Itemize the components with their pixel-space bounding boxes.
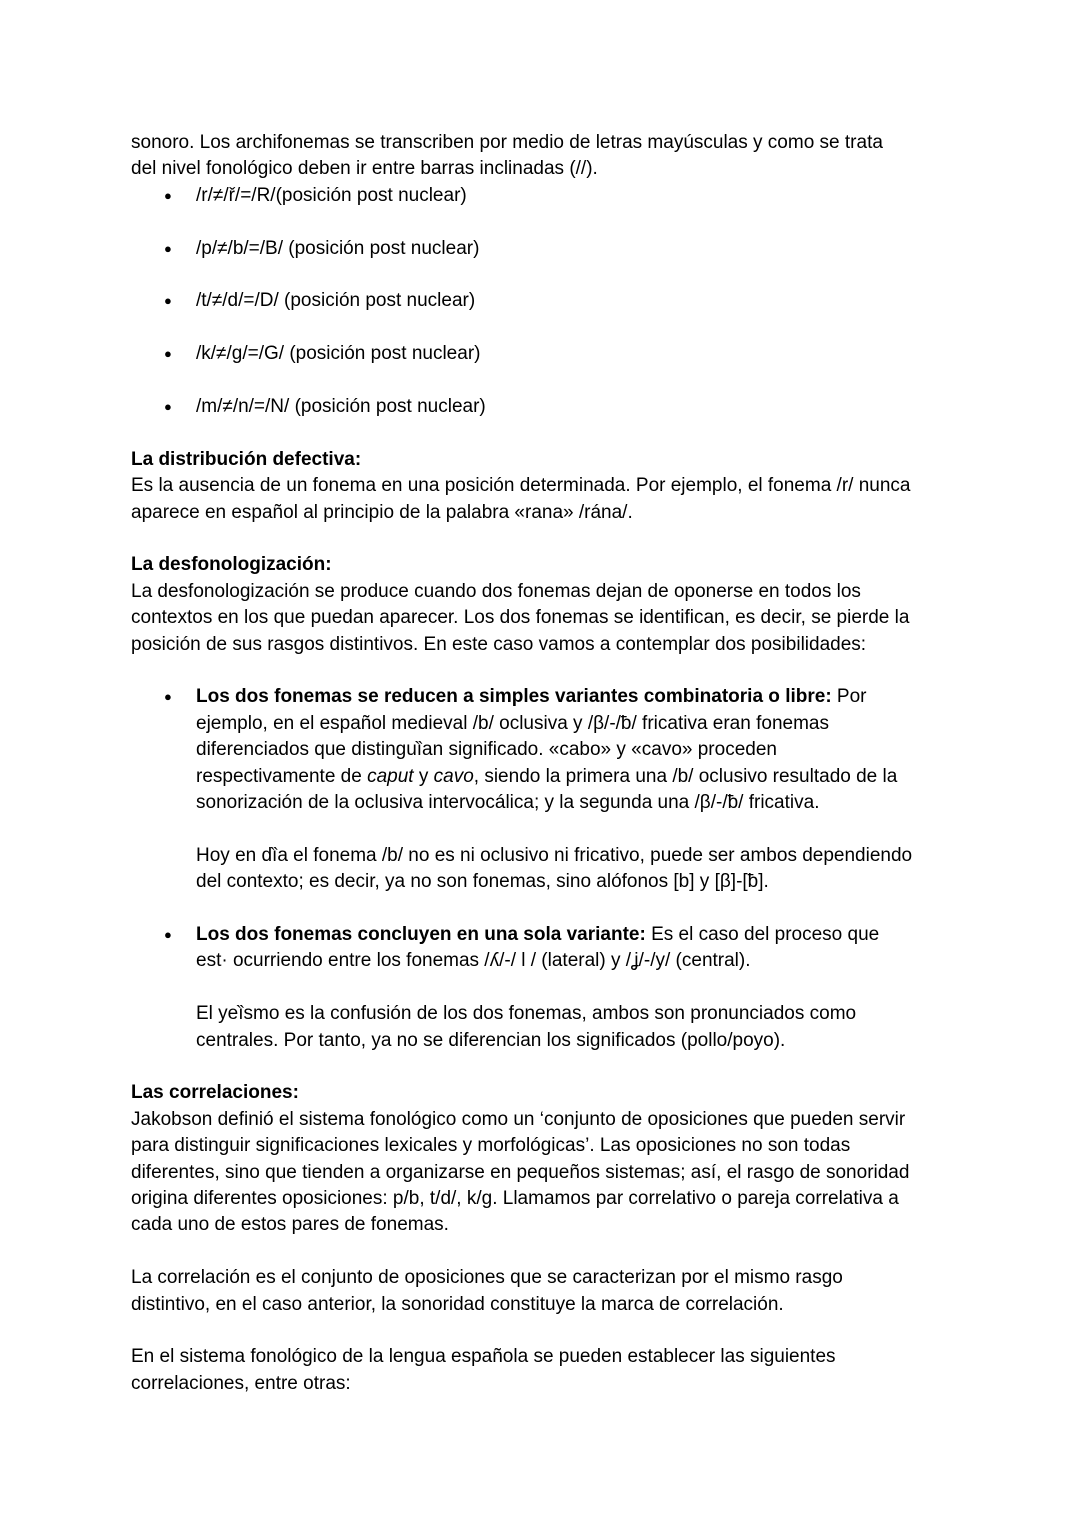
- intro-line: del nivel fonológico deben ir entre barras inclinadas (//).: [131, 158, 598, 180]
- desfono-list: [131, 684, 961, 1054]
- list-item: ● Los dos fonemas se reducen a simples variantes combinatoria o libre: Por ejemplo, en el español medieval /b/ oclusiva y /β/-/ƀ/ fricativa eran fonemas diferenciados que distinguȉan significado. «cabo» y «cavo» proceden respectivamente de caput y cavo, siendo la primera una /b/ oclusivo resultado de la sonorización de la oclusiva intervocálica; y la segunda una /β/-/ƀ/ fricativa. Hoy en dȉa el fonema /b/ no es ni oclusivo ni fricativo, puede ser ambos dependiendo del contexto; es decir, ya no son fonemas, sino alófonos [b] y [β]-[ƀ].: [131, 684, 961, 895]
- paragraph-line: aparece en español al principio de la palabra «rana» /rána/.: [131, 501, 633, 523]
- paragraph-line: Es la ausencia de un fonema en una posición determinada. Por ejemplo, el fonema /r/ nunca: [131, 475, 911, 497]
- spacer: [131, 420, 961, 446]
- list-item: ● /p/≠/b/=/B/ (posición post nuclear): [131, 236, 961, 262]
- document-page: [131, 130, 961, 1397]
- paragraph-line: En el sistema fonológico de la lengua española se pueden establecer las siguientes: [131, 1346, 836, 1368]
- list-item: ● /k/≠/g/=/G/ (posición post nuclear): [131, 341, 961, 367]
- paragraph-line: posición de sus rasgos distintivos. En este caso vamos a contemplar dos posibilidades:: [131, 633, 867, 655]
- archiphoneme-list: [131, 183, 961, 421]
- item-title: Los dos fonemas se reducen a simples variantes combinatoria o libre:: [196, 686, 832, 708]
- spacer: [131, 1239, 961, 1265]
- section-heading: La desfonologización:: [131, 554, 332, 576]
- list-item: ● /r/≠/ř/=/R/(posición post nuclear): [131, 183, 961, 209]
- paragraph-line: cada uno de estos pares de fonemas.: [131, 1214, 449, 1236]
- paragraph-line: La correlación es el conjunto de oposiciones que se caracterizan por el mismo rasgo: [131, 1267, 843, 1289]
- intro-line: sonoro. Los archifonemas se transcriben por medio de letras mayúsculas y como se trata: [131, 132, 883, 153]
- list-item: ● /m/≠/n/=/N/ (posición post nuclear): [131, 394, 961, 420]
- spacer: [131, 896, 961, 922]
- paragraph-line: Jakobson definió el sistema fonológico como un ‘conjunto de oposiciones que pueden servir: [131, 1108, 906, 1130]
- section-heading: La distribución defectiva:: [131, 448, 362, 470]
- paragraph-line: correlaciones, entre otras:: [131, 1372, 351, 1394]
- spacer: [131, 658, 961, 684]
- spacer: [131, 315, 961, 341]
- spacer: [131, 368, 961, 394]
- paragraph-line: La desfonologización se produce cuando dos fonemas dejan de oponerse en todos los: [131, 580, 861, 602]
- paragraph-line: diferentes, sino que tienden a organizarse en pequeños sistemas; así, el rasgo de sonoridad: [131, 1161, 910, 1183]
- spacer: [131, 262, 961, 288]
- spacer: [131, 1054, 961, 1080]
- paragraph-line: origina diferentes oposiciones: p/b, t/d/, k/g. Llamamos par correlativo o pareja correlativa a: [131, 1188, 899, 1210]
- list-item: ● Los dos fonemas concluyen en una sola variante: Es el caso del proceso que est· ocurriendo entre los fonemas /ʎ/-/ l / (lateral) y /ʝ/-/y/ (central). El yeȉsmo es la confusión de los dos fonemas, ambos son pronunciados como centrales. Por tanto, ya no se diferencian los significados (pollo/poyo).: [131, 922, 961, 1054]
- paragraph-line: distintivo, en el caso anterior, la sonoridad constituye la marca de correlación.: [131, 1293, 784, 1315]
- item-title: Los dos fonemas concluyen en una sola variante:: [196, 924, 646, 946]
- paragraph-line: contextos en los que puedan aparecer. Los dos fonemas se identifican, es decir, se pierde la: [131, 607, 910, 629]
- spacer: [131, 209, 961, 235]
- paragraph-line: para distinguir significaciones lexicales y morfológicas’. Las oposiciones no son todas: [131, 1135, 851, 1157]
- list-item: ● /t/≠/d/=/D/ (posición post nuclear): [131, 288, 961, 314]
- section-heading: Las correlaciones:: [131, 1082, 299, 1104]
- spacer: [131, 526, 961, 552]
- spacer: [131, 1318, 961, 1344]
